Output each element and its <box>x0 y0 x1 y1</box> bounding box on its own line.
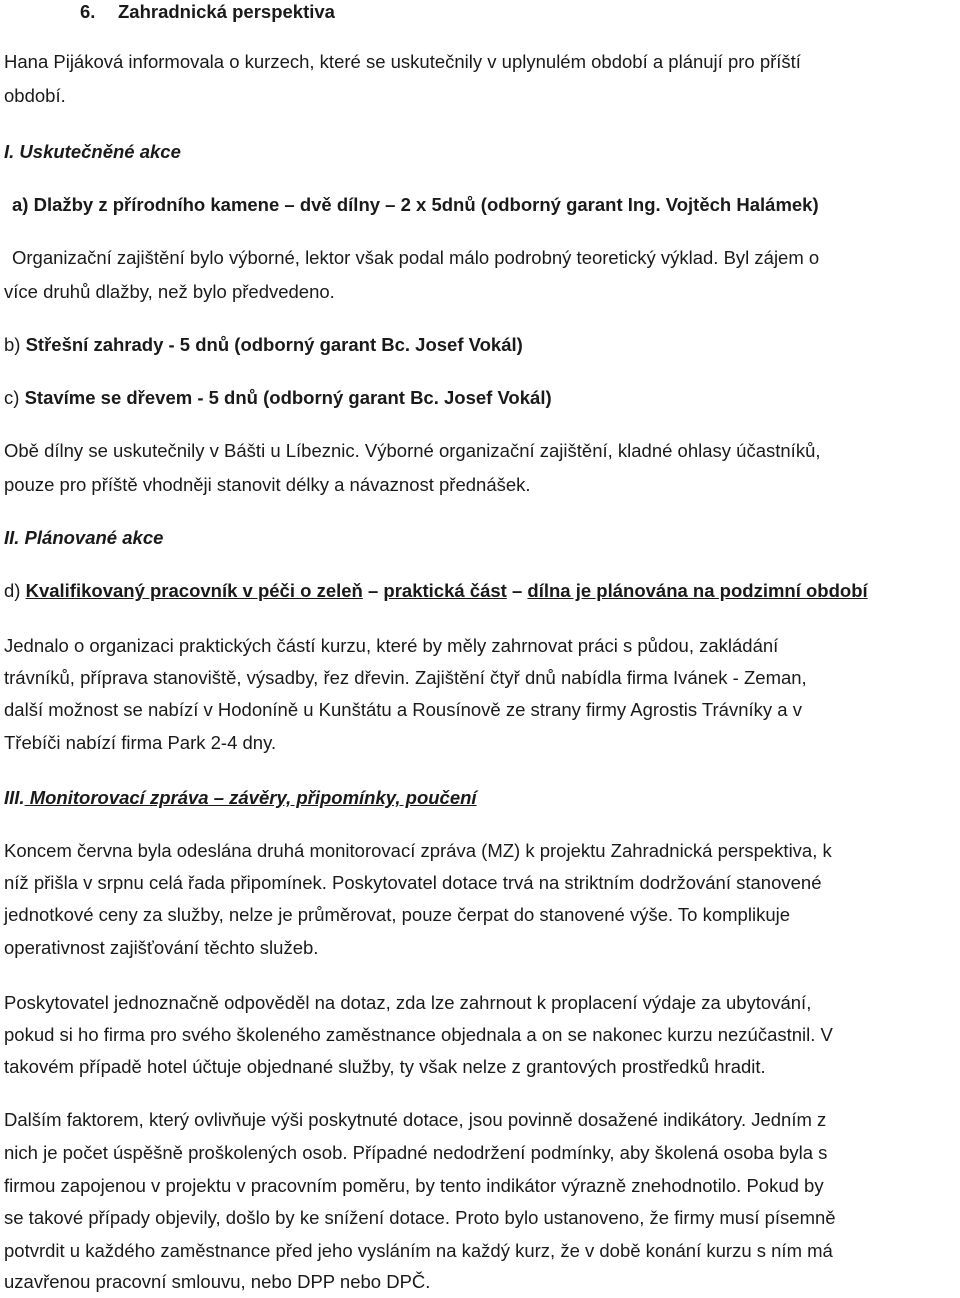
item-a-text-1: Organizační zajištění bylo výborné, lektor však podal málo podrobný teoretický výklad. Byl zájem o <box>12 247 820 268</box>
intro-line-2: období. <box>4 85 66 106</box>
intro-line-1: Hana Pijáková informovala o kurzech, které se uskutečnily v uplynulém období a plánují pro příští <box>4 51 801 72</box>
section3-para3-line-4: se takové případy objevily, došlo by ke snížení dotace. Proto bylo ustanoveno, že firmy musí písemně <box>4 1207 836 1228</box>
section3-title-num: III. <box>4 787 25 808</box>
section2-title: II. Plánované akce <box>4 527 164 548</box>
section1-text-1: Obě dílny se uskutečnily v Bášti u Líbeznic. Výborné organizační zajištění, kladné ohlasy účastníků, <box>4 440 821 461</box>
section2-text-2: trávníků, příprava stanoviště, výsadby, řez dřevin. Zajištění čtyř dnů nabídla firma Ivánek - Zeman, <box>4 667 807 688</box>
section3-para1-line-2: níž přišla v srpnu celá řada připomínek. Poskytovatel dotace trvá na striktním dodržování stanovené <box>4 872 822 893</box>
section1-text-2: pouze pro příště vhodněji stanovit délky a návaznost přednášek. <box>4 474 531 495</box>
section2-text-1: Jednalo o organizaci praktických částí kurzu, které by měly zahrnovat práci s půdou, zakládání <box>4 635 779 656</box>
section3-para2-line-1: Poskytovatel jednoznačně odpověděl na dotaz, zda lze zahrnout k proplacení výdaje za ubytování, <box>4 992 812 1013</box>
section3-title <box>4 782 956 814</box>
item-a-title: a) Dlažby z přírodního kamene – dvě dílny – 2 x 5dnů (odborný garant Ing. Vojtěch Halámek) <box>12 194 819 215</box>
section3-para1-line-3: jednotkové ceny za služby, nelze je průměrovat, pouze čerpat do stanovené výše. To komplikuje <box>4 904 791 925</box>
section3-para2-line-2: pokud si ho firma pro svého školeného zaměstnance objednala a on se nakonec kurzu nezúčastnil. V <box>4 1024 833 1045</box>
item-c <box>4 382 956 414</box>
section3-para2-line-3: takovém případě hotel účtuje objednané služby, ty však nelze z grantových prostředků hradit. <box>4 1056 766 1077</box>
item-d-part5: dílna je plánována na podzimní období <box>527 580 868 601</box>
section2-text-4: Třebíči nabízí firma Park 2-4 dny. <box>4 732 277 753</box>
item-c-prefix: c) <box>4 387 25 408</box>
heading-title: Zahradnická perspektiva <box>118 1 335 22</box>
item-d-part1: Kvalifikovaný pracovník v péči o zeleň <box>25 580 363 601</box>
item-d-sep2: – <box>506 580 528 601</box>
section3-para3-line-3: firmou zapojenou v projektu v pracovním poměru, by tento indikátor výrazně znehodnotilo. Pokud by <box>4 1175 824 1196</box>
item-b-title: Střešní zahrady - 5 dnů (odborný garant Bc. Josef Vokál) <box>25 334 523 355</box>
section3-para3-line-2: nich je počet úspěšně proškolených osob. Případné nedodržení podmínky, aby školená osoba byla s <box>4 1142 828 1163</box>
section1-title: I. Uskutečněné akce <box>4 141 181 162</box>
heading-number: 6. <box>80 1 96 22</box>
item-d-part3: praktická část <box>383 580 507 601</box>
item-d-sep1: – <box>362 580 384 601</box>
item-c-title: Stavíme se dřevem - 5 dnů (odborný garant Bc. Josef Vokál) <box>24 387 552 408</box>
section3-para3-line-1: Dalším faktorem, který ovlivňuje výši poskytnuté dotace, jsou povinně dosažené indikátory. Jedním z <box>4 1109 827 1130</box>
item-d <box>4 575 956 607</box>
item-b <box>4 329 956 361</box>
section3-para1-line-1: Koncem června byla odeslána druhá monitorovací zpráva (MZ) k projektu Zahradnická perspektiva, k <box>4 840 832 861</box>
section3-para3-line-6: uzavřenou pracovní smlouvu, nebo DPP nebo DPČ. <box>4 1271 431 1292</box>
item-a-text-2: více druhů dlažby, než bylo předvedeno. <box>4 281 335 302</box>
section2-text-3: další možnost se nabízí v Hodoníně u Kunštátu a Rousínově ze strany firmy Agrostis Trávníky a v <box>4 699 802 720</box>
item-d-prefix: d) <box>4 580 26 601</box>
item-b-prefix: b) <box>4 334 26 355</box>
section3-para1-line-4: operativnost zajišťování těchto služeb. <box>4 937 319 958</box>
section3-title-rest: Monitorovací zpráva – závěry, připomínky, poučení <box>24 787 477 808</box>
section3-para3-line-5: potvrdit u každého zaměstnance před jeho vysláním na každý kurz, že v době konání kurzu s ním má <box>4 1240 833 1261</box>
